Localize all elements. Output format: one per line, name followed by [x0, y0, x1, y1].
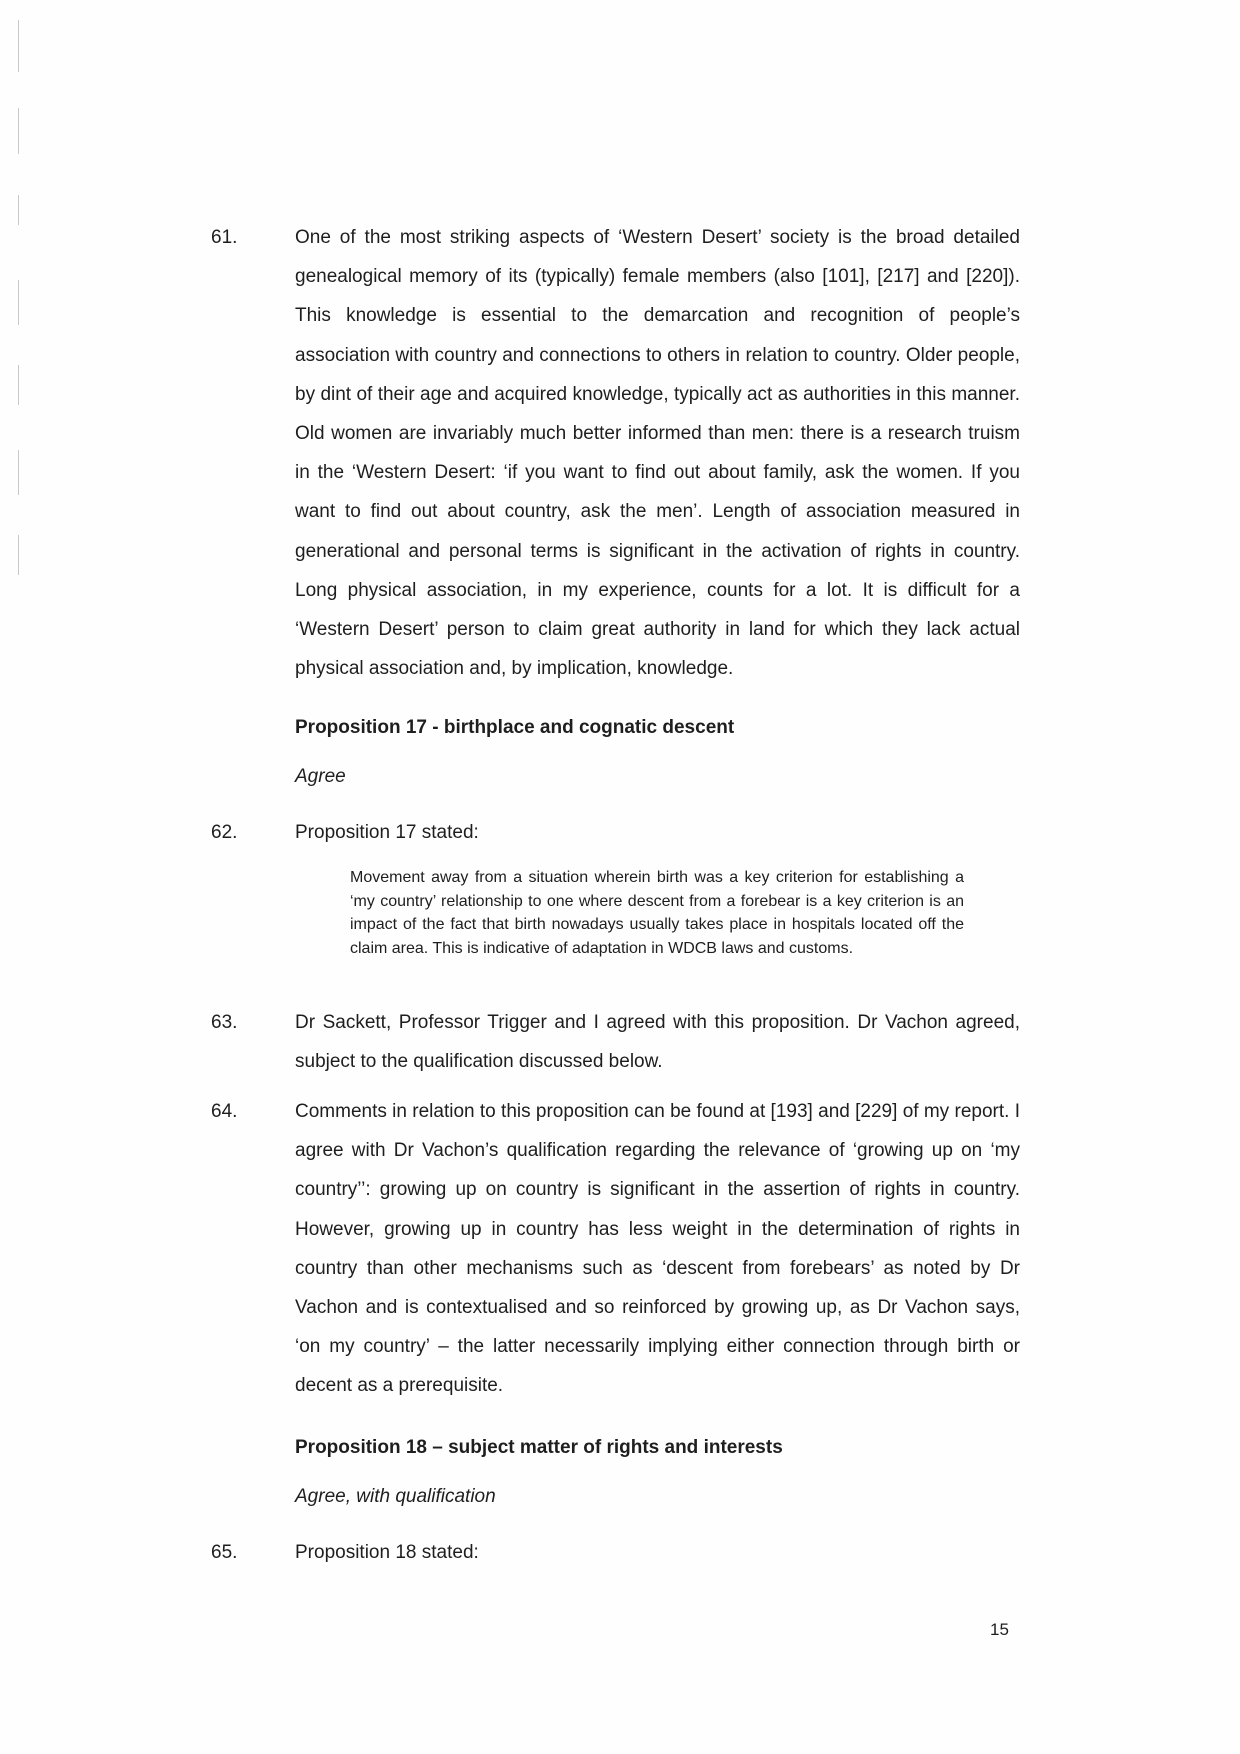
- scan-edge-mark: [18, 450, 19, 495]
- scan-edge-mark: [18, 108, 19, 154]
- paragraph-number: 64.: [211, 1101, 238, 1122]
- scan-edge-mark: [18, 20, 19, 72]
- proposition-17-heading: Proposition 17 - birthplace and cognatic descent: [295, 717, 735, 738]
- paragraph-number: 65.: [211, 1542, 238, 1563]
- paragraph-text: Comments in relation to this proposition can be found at [193] and [229] of my report. I agree with Dr Vachon’s qualification regarding the relevance of ‘growing up on ‘my country’’: growing up on country is significant in the assertion of rights in country. However, growing up in country has less weight in the determination of rights in country than other mechanisms such as ‘descent from forebears’ as noted by Dr Vachon and is contextualised and so reinforced by growing up, as Dr Vachon says, ‘on my country’ – the latter necessarily implying either connection through birth or decent as a prerequisite.: [295, 1101, 1020, 1397]
- scan-edge-mark: [18, 535, 19, 575]
- scan-edge-mark: [18, 195, 19, 225]
- scan-edge-mark: [18, 280, 19, 325]
- block-quote: Movement away from a situation wherein birth was a key criterion for establishing a ‘my country’ relationship to one where descent from a forebear is a key criterion is an impact of the fact that birth nowadays usually takes place in hospitals located off the claim area. This is indicative of adaptation in WDCB laws and customs.: [350, 869, 964, 957]
- scan-edge-mark: [18, 365, 19, 405]
- paragraph-number: 62.: [211, 822, 238, 843]
- proposition-18-heading: Proposition 18 – subject matter of rights and interests: [295, 1437, 783, 1458]
- paragraph-number: 63.: [211, 1012, 238, 1033]
- paragraph-number: 61.: [211, 227, 238, 248]
- proposition-18-status: Agree, with qualification: [295, 1486, 496, 1507]
- paragraph-text: One of the most striking aspects of ‘Western Desert’ society is the broad detailed genealogical memory of its (typically) female members (also [101], [217] and [220]). This knowledge is essential to the demarcation and recognition of people’s association with country and connections to others in relation to country. Older people, by dint of their age and acquired knowledge, typically act as authorities in this manner. Old women are invariably much better informed than men: there is a research truism in the ‘Western Desert: ‘if you want to find out about family, ask the women. If you want to find out about country, ask the men’. Length of association measured in generational and personal terms is significant in the activation of rights in country. Long physical association, in my experience, counts for a lot. It is difficult for a ‘Western Desert’ person to claim great authority in land for which they lack actual physical association and, by implication, knowledge.: [295, 227, 1020, 680]
- proposition-17-status: Agree: [295, 766, 346, 787]
- paragraph-text: Proposition 17 stated:: [295, 822, 479, 843]
- page-number: 15: [990, 1620, 1009, 1639]
- paragraph-text: Proposition 18 stated:: [295, 1542, 479, 1563]
- paragraph-text: Dr Sackett, Professor Trigger and I agreed with this proposition. Dr Vachon agreed, subject to the qualification discussed below.: [295, 1012, 1020, 1073]
